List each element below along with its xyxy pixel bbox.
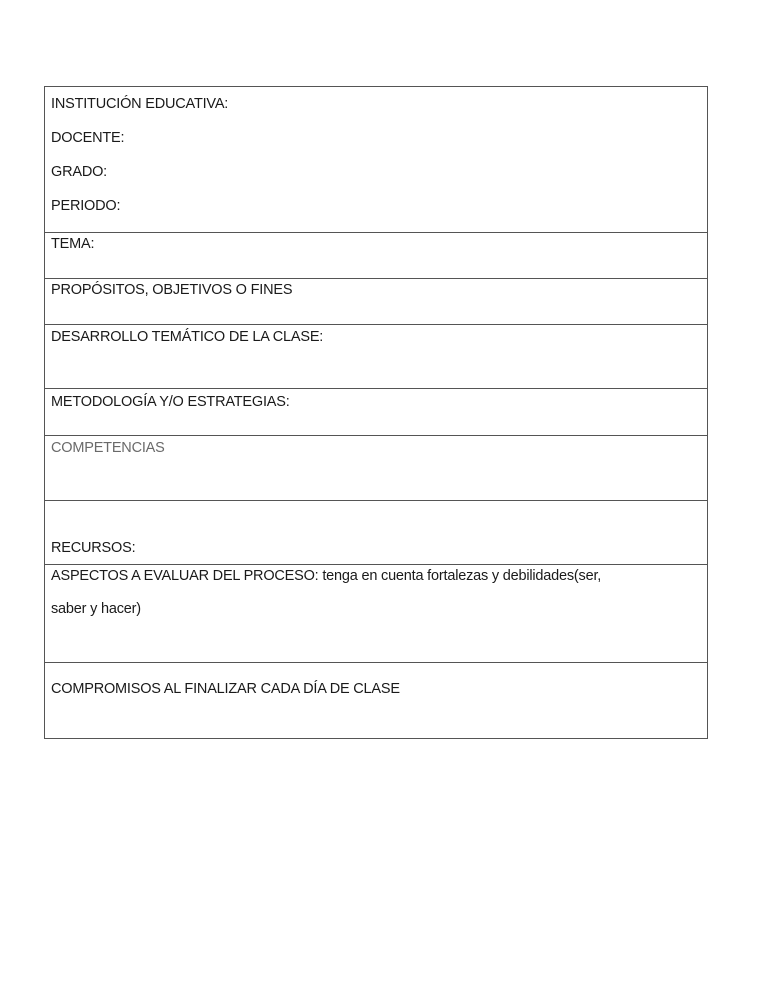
compromisos-label: COMPROMISOS AL FINALIZAR CADA DÍA DE CLASE [51, 681, 400, 697]
competencias-section [45, 435, 707, 500]
grado-label: GRADO: [51, 164, 107, 180]
compromisos-section [45, 662, 707, 738]
periodo-label: PERIODO: [51, 198, 121, 214]
metodologia-section [45, 388, 707, 435]
tema-label: TEMA: [51, 236, 95, 252]
recursos-label: RECURSOS: [51, 540, 136, 556]
recursos-section [45, 500, 707, 564]
aspectos-section [45, 564, 707, 662]
aspectos-label-line1: ASPECTOS A EVALUAR DEL PROCESO: tenga en cuenta fortalezas y debilidades(ser, [51, 568, 602, 584]
metodologia-label: METODOLOGÍA Y/O ESTRATEGIAS: [51, 394, 290, 410]
docente-label: DOCENTE: [51, 130, 125, 146]
competencias-label: COMPETENCIAS [51, 440, 165, 456]
propositos-section [45, 278, 707, 324]
aspectos-label-line2: saber y hacer) [51, 601, 141, 617]
desarrollo-label: DESARROLLO TEMÁTICO DE LA CLASE: [51, 329, 324, 345]
header-section [45, 87, 707, 232]
institucion-label: INSTITUCIÓN EDUCATIVA: [51, 96, 229, 112]
desarrollo-section [45, 324, 707, 388]
tema-section [45, 232, 707, 278]
propositos-label: PROPÓSITOS, OBJETIVOS O FINES [51, 282, 293, 298]
lesson-plan-form [44, 86, 708, 739]
